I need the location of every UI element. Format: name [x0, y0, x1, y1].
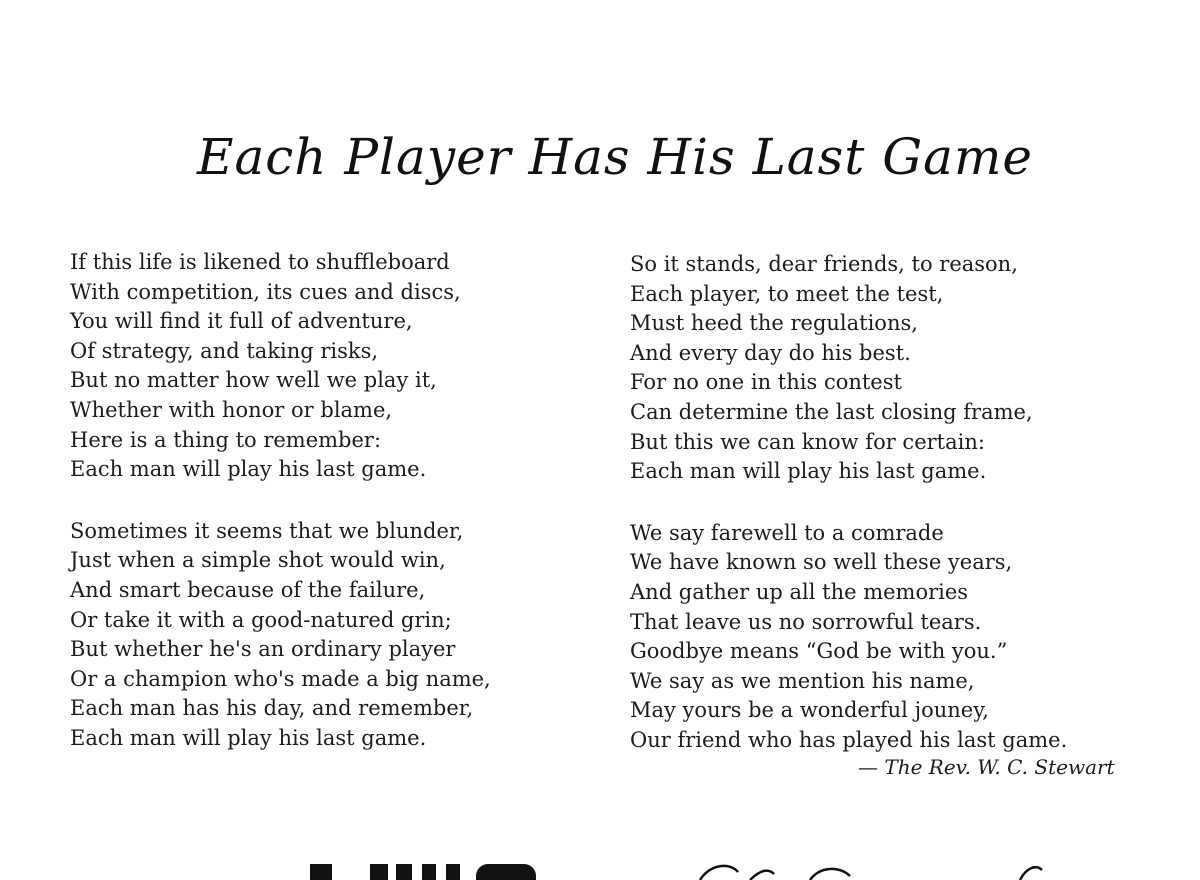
cropped-script-lettering: [690, 860, 1050, 880]
poem-line: Each man will play his last game.: [630, 459, 987, 484]
stanza-3: [630, 250, 1150, 487]
poem-line: And smart because of the failure,: [70, 577, 426, 602]
poem-line: So it stands, dear friends, to reason,: [630, 252, 1018, 276]
poem-line: For no one in this contest: [630, 370, 902, 395]
poem-line: Each man will play his last game.: [70, 457, 427, 482]
poem-line: We say as we mention his name,: [630, 668, 975, 693]
poem-line: Of strategy, and taking risks,: [70, 338, 379, 363]
poem-line: May yours be a wonderful jouney,: [630, 698, 989, 723]
poem-line: Our friend who has played his last game.: [630, 727, 1068, 752]
poem-line: We say farewell to a comrade: [630, 520, 944, 545]
stanza-1: [70, 248, 590, 485]
poem-line: Each man will play his last game.: [70, 725, 427, 750]
poem-title: Each Player Has His Last Game: [196, 128, 1033, 186]
right-column: [630, 250, 1150, 756]
poem-line: But whether he's an ordinary player: [70, 637, 456, 662]
poem-line: You will find it full of adventure,: [70, 309, 413, 334]
cropped-next-heading: [0, 858, 1200, 880]
poem-line: Can determine the last closing frame,: [630, 399, 1033, 424]
stanza-2: [70, 517, 590, 754]
poem-line: But no matter how well we play it,: [70, 368, 437, 393]
poem-line: Or take it with a good-natured grin;: [70, 607, 452, 632]
poem-line: Goodbye means “God be with you.”: [630, 639, 1008, 664]
poem-line: But this we can know for certain:: [630, 429, 985, 454]
poem-line: Just when a simple shot would win,: [70, 548, 446, 573]
poem-line: Whether with honor or blame,: [70, 397, 393, 422]
poem-line: Must heed the regulations,: [630, 311, 918, 336]
poem-line: We have known so well these years,: [630, 550, 1013, 575]
author-attribution: — The Rev. W. C. Stewart: [858, 755, 1115, 779]
poem-line: Each player, to meet the test,: [630, 281, 944, 306]
poem-line: Sometimes it seems that we blunder,: [70, 518, 464, 543]
poem-line: If this life is likened to shuffleboard: [70, 250, 450, 274]
cropped-bold-lettering: [300, 864, 550, 880]
poem-line: Or a champion who's made a big name,: [70, 666, 491, 691]
poem-line: Here is a thing to remember:: [70, 427, 382, 452]
stanza-4: [630, 519, 1150, 756]
left-column: [70, 248, 590, 754]
poem-line: And gather up all the memories: [630, 579, 969, 604]
poem-line: That leave us no sorrowful tears.: [630, 609, 982, 634]
poem-line: Each man has his day, and remember,: [70, 696, 474, 721]
poem-line: With competition, its cues and discs,: [70, 279, 461, 304]
poem-line: And every day do his best.: [630, 340, 911, 365]
